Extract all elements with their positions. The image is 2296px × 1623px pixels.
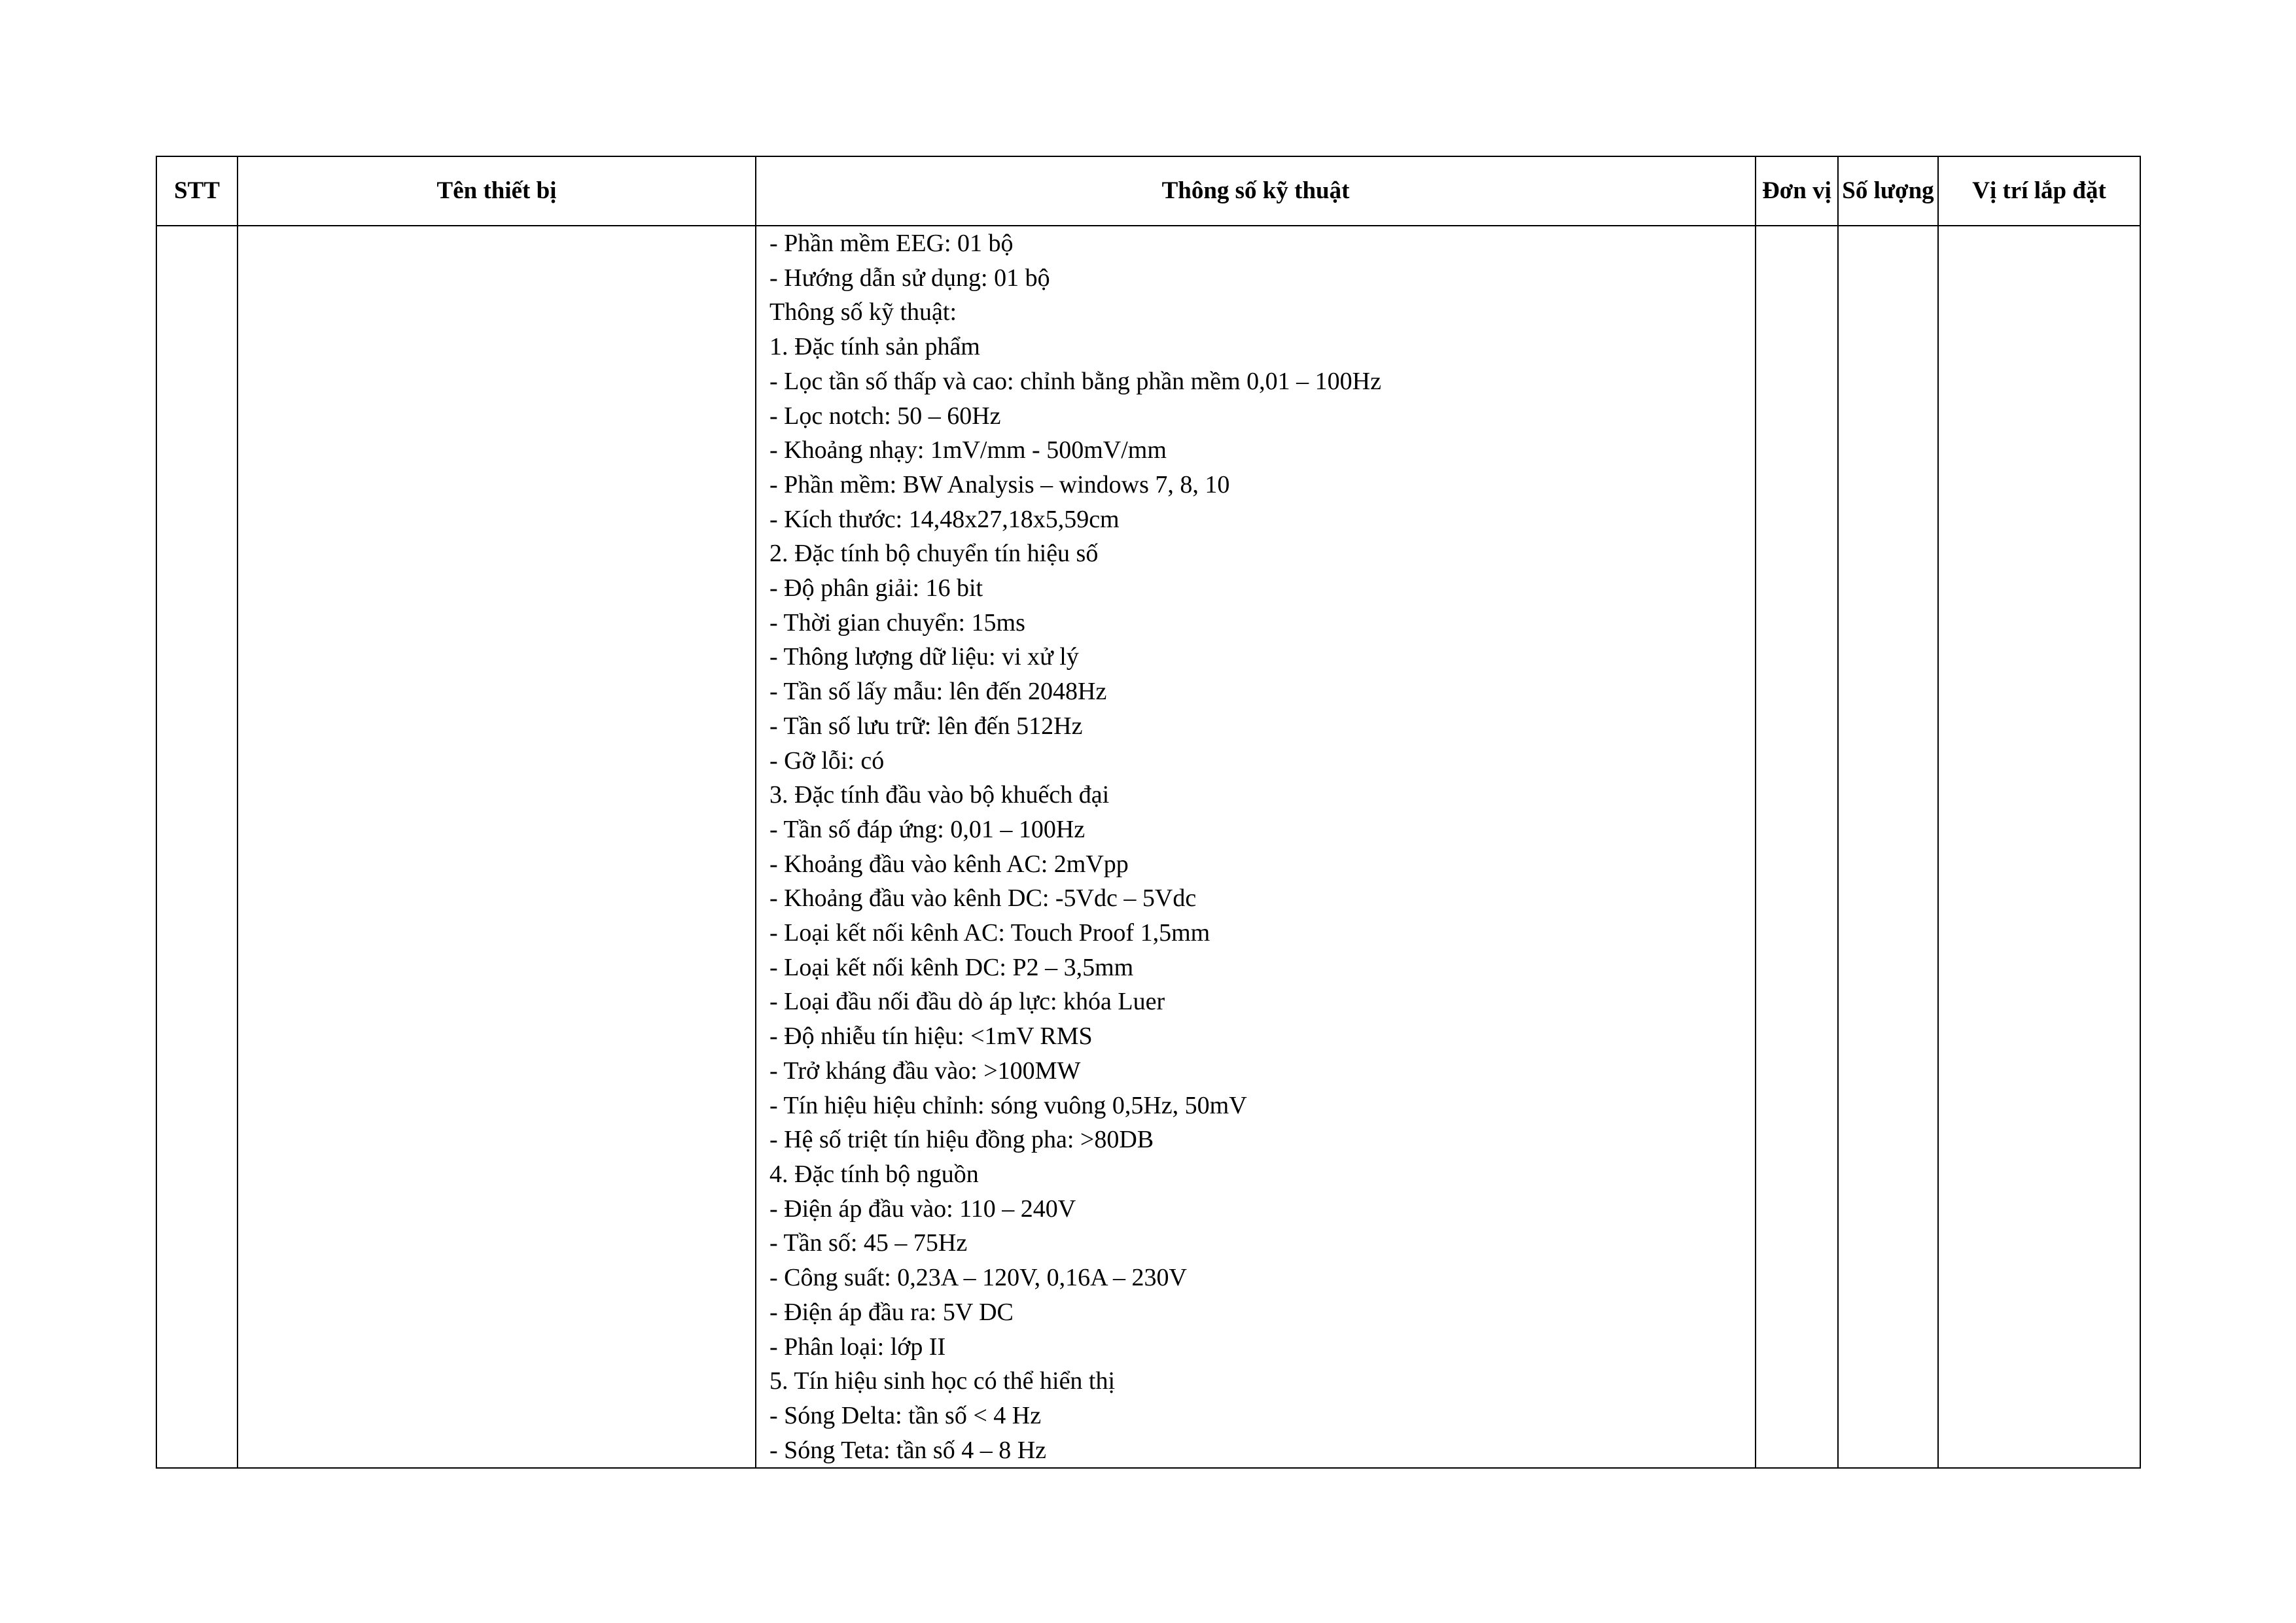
- spec-line: - Thời gian chuyển: 15ms: [769, 608, 1025, 637]
- spec-line: - Phần mềm EEG: 01 bộ: [769, 230, 1014, 257]
- spec-line: - Loại kết nối kênh DC: P2 – 3,5mm: [769, 953, 1134, 981]
- spec-line: - Lọc notch: 50 – 60Hz: [769, 402, 1001, 430]
- spec-line: - Trở kháng đầu vào: >100MW: [769, 1056, 1081, 1085]
- spec-line: Thông số kỹ thuật:: [769, 298, 957, 326]
- spec-line: - Khoảng đầu vào kênh DC: -5Vdc – 5Vdc: [769, 884, 1197, 913]
- spec-line: - Phân loại: lớp II: [769, 1333, 946, 1361]
- header-install-location: Vị trí lắp đặt: [1938, 156, 2140, 226]
- spec-line: - Phần mềm: BW Analysis – windows 7, 8, 10: [769, 470, 1230, 498]
- spec-line: - Tần số lấy mẫu: lên đến 2048Hz: [769, 678, 1107, 706]
- spec-line: 1. Đặc tính sản phẩm: [769, 333, 980, 361]
- spec-line: - Khoảng nhạy: 1mV/mm - 500mV/mm: [769, 436, 1167, 464]
- spec-line: - Kích thước: 14,48x27,18x5,59cm: [769, 505, 1120, 533]
- cell-quantity: [1838, 226, 1938, 1468]
- spec-line: 2. Đặc tính bộ chuyển tín hiệu số: [769, 540, 1099, 568]
- spec-line: - Công suất: 0,23A – 120V, 0,16A – 230V: [769, 1264, 1187, 1292]
- spec-line: - Tín hiệu hiệu chỉnh: sóng vuông 0,5Hz, 50mV: [769, 1091, 1247, 1119]
- cell-device-name: [238, 226, 756, 1468]
- header-row: [156, 156, 2140, 226]
- header-stt: STT: [156, 156, 238, 226]
- spec-line: - Hướng dẫn sử dụng: 01 bộ: [769, 264, 1050, 292]
- spec-line: - Tần số đáp ứng: 0,01 – 100Hz: [769, 815, 1086, 843]
- cell-technical-specs: [756, 226, 1756, 1468]
- spec-line: - Hệ số triệt tín hiệu đồng pha: >80DB: [769, 1126, 1154, 1154]
- spec-line: - Loại kết nối kênh AC: Touch Proof 1,5mm: [769, 919, 1210, 947]
- spec-line: - Khoảng đầu vào kênh AC: 2mVpp: [769, 850, 1129, 878]
- table-row: [156, 226, 2140, 1468]
- equipment-spec-table: [156, 156, 2141, 1469]
- cell-unit: [1756, 226, 1838, 1468]
- spec-line: - Lọc tần số thấp và cao: chỉnh bằng phần mềm 0,01 – 100Hz: [769, 367, 1381, 395]
- spec-line: - Độ nhiễu tín hiệu: <1mV RMS: [769, 1022, 1093, 1051]
- spec-line: - Tần số lưu trữ: lên đến 512Hz: [769, 712, 1083, 740]
- cell-install-location: [1938, 226, 2140, 1468]
- header-quantity: Số lượng: [1838, 156, 1938, 226]
- spec-line-list: [756, 226, 1755, 1467]
- spec-line: 4. Đặc tính bộ nguồn: [769, 1160, 979, 1188]
- spec-line: - Gỡ lỗi: có: [769, 746, 885, 775]
- header-device-name: Tên thiết bị: [238, 156, 756, 226]
- cell-stt: [156, 226, 238, 1468]
- spec-line: - Độ phân giải: 16 bit: [769, 574, 983, 602]
- spec-line: 3. Đặc tính đầu vào bộ khuếch đại: [769, 781, 1110, 809]
- table-body: [156, 226, 2140, 1468]
- spec-line: - Thông lượng dữ liệu: vi xử lý: [769, 643, 1079, 671]
- header-technical-specs: Thông số kỹ thuật: [756, 156, 1756, 226]
- spec-line: - Điện áp đầu ra: 5V DC: [769, 1298, 1014, 1326]
- spec-line: - Sóng Teta: tần số 4 – 8 Hz: [769, 1436, 1047, 1464]
- spec-line: - Sóng Delta: tần số < 4 Hz: [769, 1401, 1042, 1429]
- spec-line: - Điện áp đầu vào: 110 – 240V: [769, 1195, 1076, 1223]
- table-header: [156, 156, 2140, 226]
- spec-line: - Loại đầu nối đầu dò áp lực: khóa Luer: [769, 988, 1165, 1016]
- spec-line: - Tần số: 45 – 75Hz: [769, 1229, 968, 1257]
- header-unit: Đơn vị: [1756, 156, 1838, 226]
- spec-line: 5. Tín hiệu sinh học có thể hiển thị: [769, 1367, 1116, 1395]
